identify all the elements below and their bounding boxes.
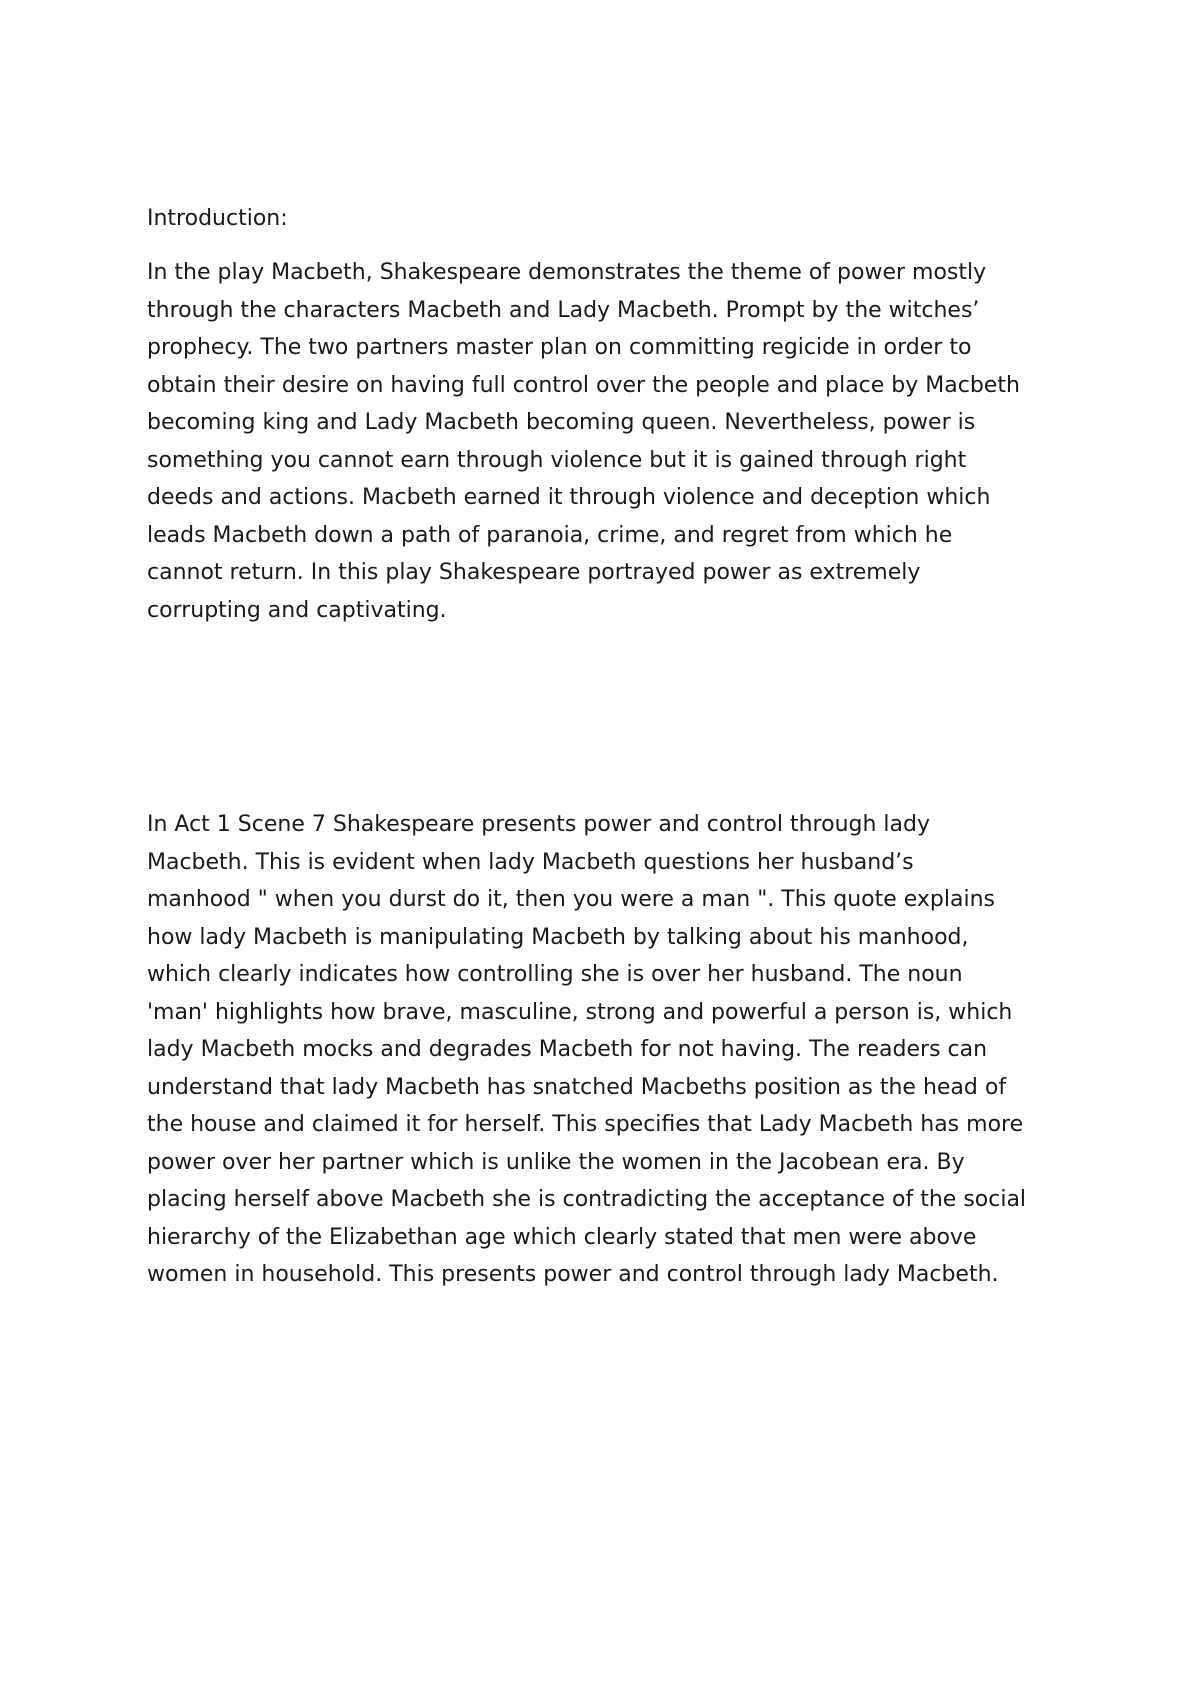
paragraph-line: the house and claimed it for herself. This specifies that Lady Macbeth has more	[147, 1112, 1024, 1137]
paragraph-line: prophecy. The two partners master plan on committing regicide in order to	[147, 335, 972, 360]
paragraph-line: corrupting and captivating.	[147, 597, 447, 623]
paragraph-line: becoming king and Lady Macbeth becoming queen. Nevertheless, power is	[147, 410, 976, 435]
paragraph-line: Macbeth. This is evident when lady Macbeth questions her husband’s	[147, 849, 914, 875]
paragraph-line: obtain their desire on having full control over the people and place by Macbeth	[147, 372, 1020, 398]
paragraph-line: 'man' highlights how brave, masculine, strong and powerful a person is, which	[147, 999, 1013, 1025]
paragraph-introduction	[147, 254, 1020, 629]
paragraph-line: cannot return. In this play Shakespeare portrayed power as extremely	[147, 560, 921, 585]
paragraph-line: how lady Macbeth is manipulating Macbeth by talking about his manhood,	[147, 924, 969, 950]
paragraph-line: understand that lady Macbeth has snatched Macbeths position as the head of	[147, 1074, 1007, 1100]
paragraph-line: In the play Macbeth, Shakespeare demonstrates the theme of power mostly	[147, 260, 987, 285]
paragraph-line: In Act 1 Scene 7 Shakespeare presents power and control through lady	[147, 812, 930, 837]
paragraph-line: women in household. This presents power and control through lady Macbeth.	[147, 1262, 999, 1287]
paragraph-act-one-scene-seven	[147, 806, 1026, 1294]
paragraph-line: which clearly indicates how controlling she is over her husband. The noun	[147, 962, 963, 987]
paragraph-line: through the characters Macbeth and Lady Macbeth. Prompt by the witches’	[147, 297, 980, 323]
paragraph-line: placing herself above Macbeth she is contradicting the acceptance of the social	[147, 1187, 1027, 1212]
introduction-heading: Introduction:	[147, 206, 288, 231]
paragraph-line: hierarchy of the Elizabethan age which clearly stated that men were above	[147, 1224, 977, 1250]
paragraph-line: manhood " when you durst do it, then you were a man ". This quote explains	[147, 887, 996, 912]
paragraph-line: leads Macbeth down a path of paranoia, crime, and regret from which he	[147, 522, 953, 548]
paragraph-line: lady Macbeth mocks and degrades Macbeth for not having. The readers can	[147, 1037, 988, 1062]
paragraph-line: power over her partner which is unlike the women in the Jacobean era. By	[147, 1149, 965, 1175]
paragraph-line: something you cannot earn through violence but it is gained through right	[147, 447, 967, 473]
paragraph-line: deeds and actions. Macbeth earned it through violence and deception which	[147, 485, 991, 510]
